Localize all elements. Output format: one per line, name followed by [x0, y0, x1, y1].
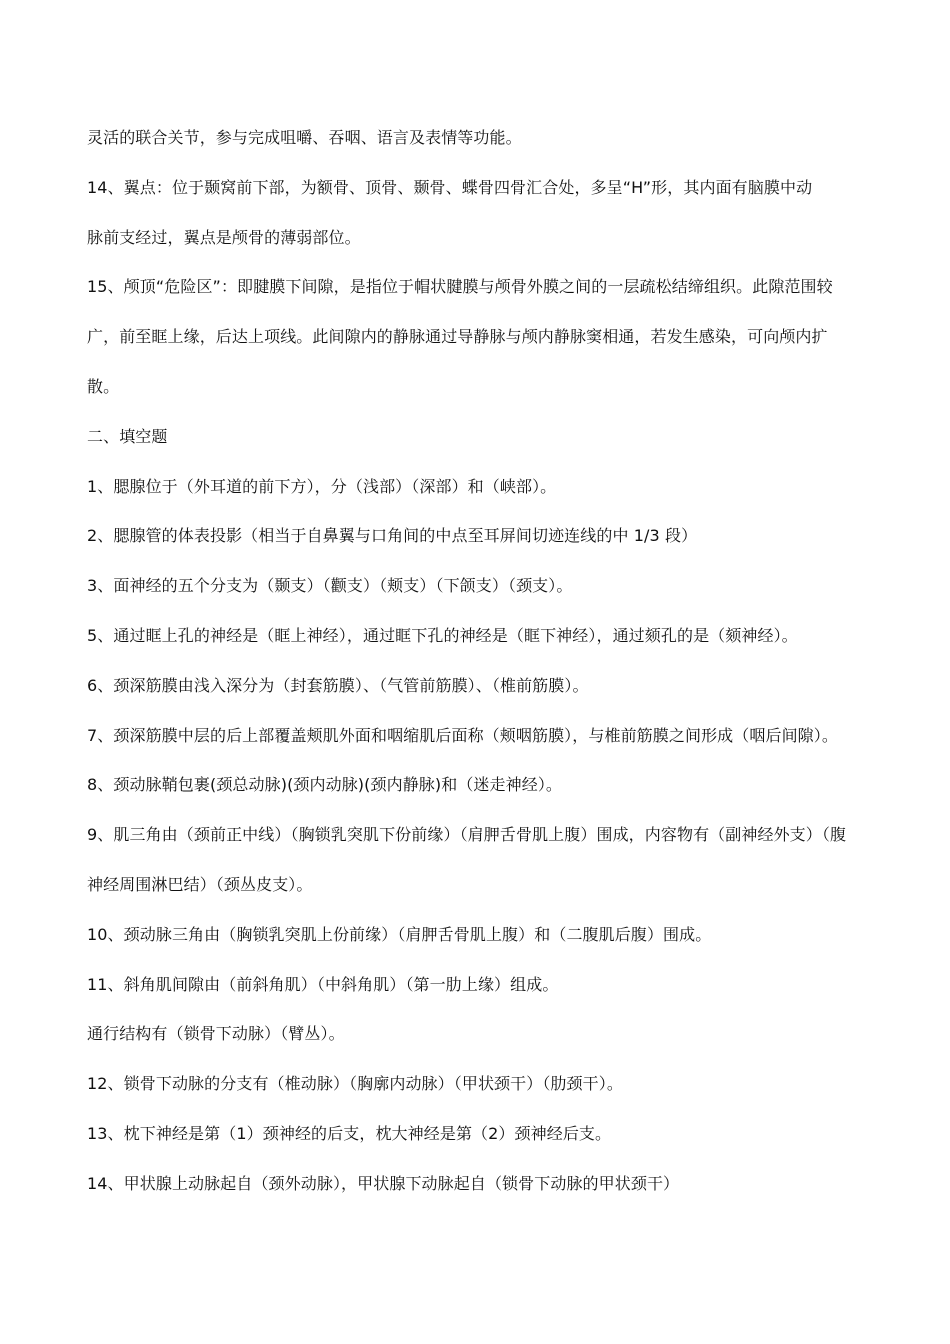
text-line: 脉前支经过，翼点是颅骨的薄弱部位。 [87, 227, 361, 247]
text-line: 通行结构有（锁骨下动脉）（臂丛）。 [87, 1024, 345, 1044]
text-line: 6、颈深筋膜由浅入深分为（封套筋膜）、（气管前筋膜）、（椎前筋膜）。 [87, 675, 589, 695]
text-line: 14、翼点：位于颞窝前下部，为额骨、顶骨、颞骨、蝶骨四骨汇合处，多呈“H”形，其内面有脑膜中动 [87, 177, 813, 197]
text-line: 9、肌三角由（颈前正中线）（胸锁乳突肌下份前缘）（肩胛舌骨肌上腹）围成，内容物有（副神经外支）（腹 [87, 825, 847, 845]
text-line: 5、通过眶上孔的神经是（眶上神经），通过眶下孔的神经是（眶下神经），通过颏孔的是（颏神经）。 [87, 625, 798, 645]
text-line: 13、枕下神经是第（1）颈神经的后支，枕大神经是第（2）颈神经后支。 [87, 1123, 612, 1143]
text-line: 8、颈动脉鞘包裹(颈总动脉)(颈内动脉)(颈内静脉)和（迷走神经）。 [87, 775, 563, 795]
text-line: 广，前至眶上缘，后达上项线。此间隙内的静脉通过导静脉与颅内静脉窦相通，若发生感染，可向颅内扩 [87, 327, 828, 347]
document-body [87, 113, 867, 1209]
text-line: 12、锁骨下动脉的分支有（椎动脉）（胸廓内动脉）（甲状颈干）（肋颈干）。 [87, 1074, 623, 1094]
text-line: 1、腮腺位于（外耳道的前下方），分（浅部）（深部）和（峡部）。 [87, 476, 557, 496]
section-heading: 二、填空题 [87, 426, 168, 446]
text-line: 散。 [87, 376, 120, 396]
text-line: 11、斜角肌间隙由（前斜角肌）（中斜角肌）（第一肋上缘）组成。 [87, 974, 559, 994]
text-line: 15、颅顶“危险区”：即腱膜下间隙，是指位于帽状腱膜与颅骨外膜之间的一层疏松结缔组织。此隙范围较 [87, 277, 833, 297]
text-line: 神经周围淋巴结）（颈丛皮支）。 [87, 874, 313, 894]
text-line: 灵活的联合关节，参与完成咀嚼、吞咽、语言及表情等功能。 [87, 128, 522, 147]
text-line: 7、颈深筋膜中层的后上部覆盖颊肌外面和咽缩肌后面称（颊咽筋膜），与椎前筋膜之间形成（咽后间隙）。 [87, 725, 838, 745]
text-line: 3、面神经的五个分支为（颞支）（颧支）（颊支）（下颌支）（颈支）。 [87, 576, 573, 596]
text-line: 14、甲状腺上动脉起自（颈外动脉），甲状腺下动脉起自（锁骨下动脉的甲状颈干） [87, 1173, 680, 1193]
text-line: 10、颈动脉三角由（胸锁乳突肌上份前缘）（肩胛舌骨肌上腹）和（二腹肌后腹）围成。 [87, 924, 712, 944]
text-line: 2、腮腺管的体表投影（相当于自鼻翼与口角间的中点至耳屏间切迹连线的中 1/3 段） [87, 526, 698, 546]
